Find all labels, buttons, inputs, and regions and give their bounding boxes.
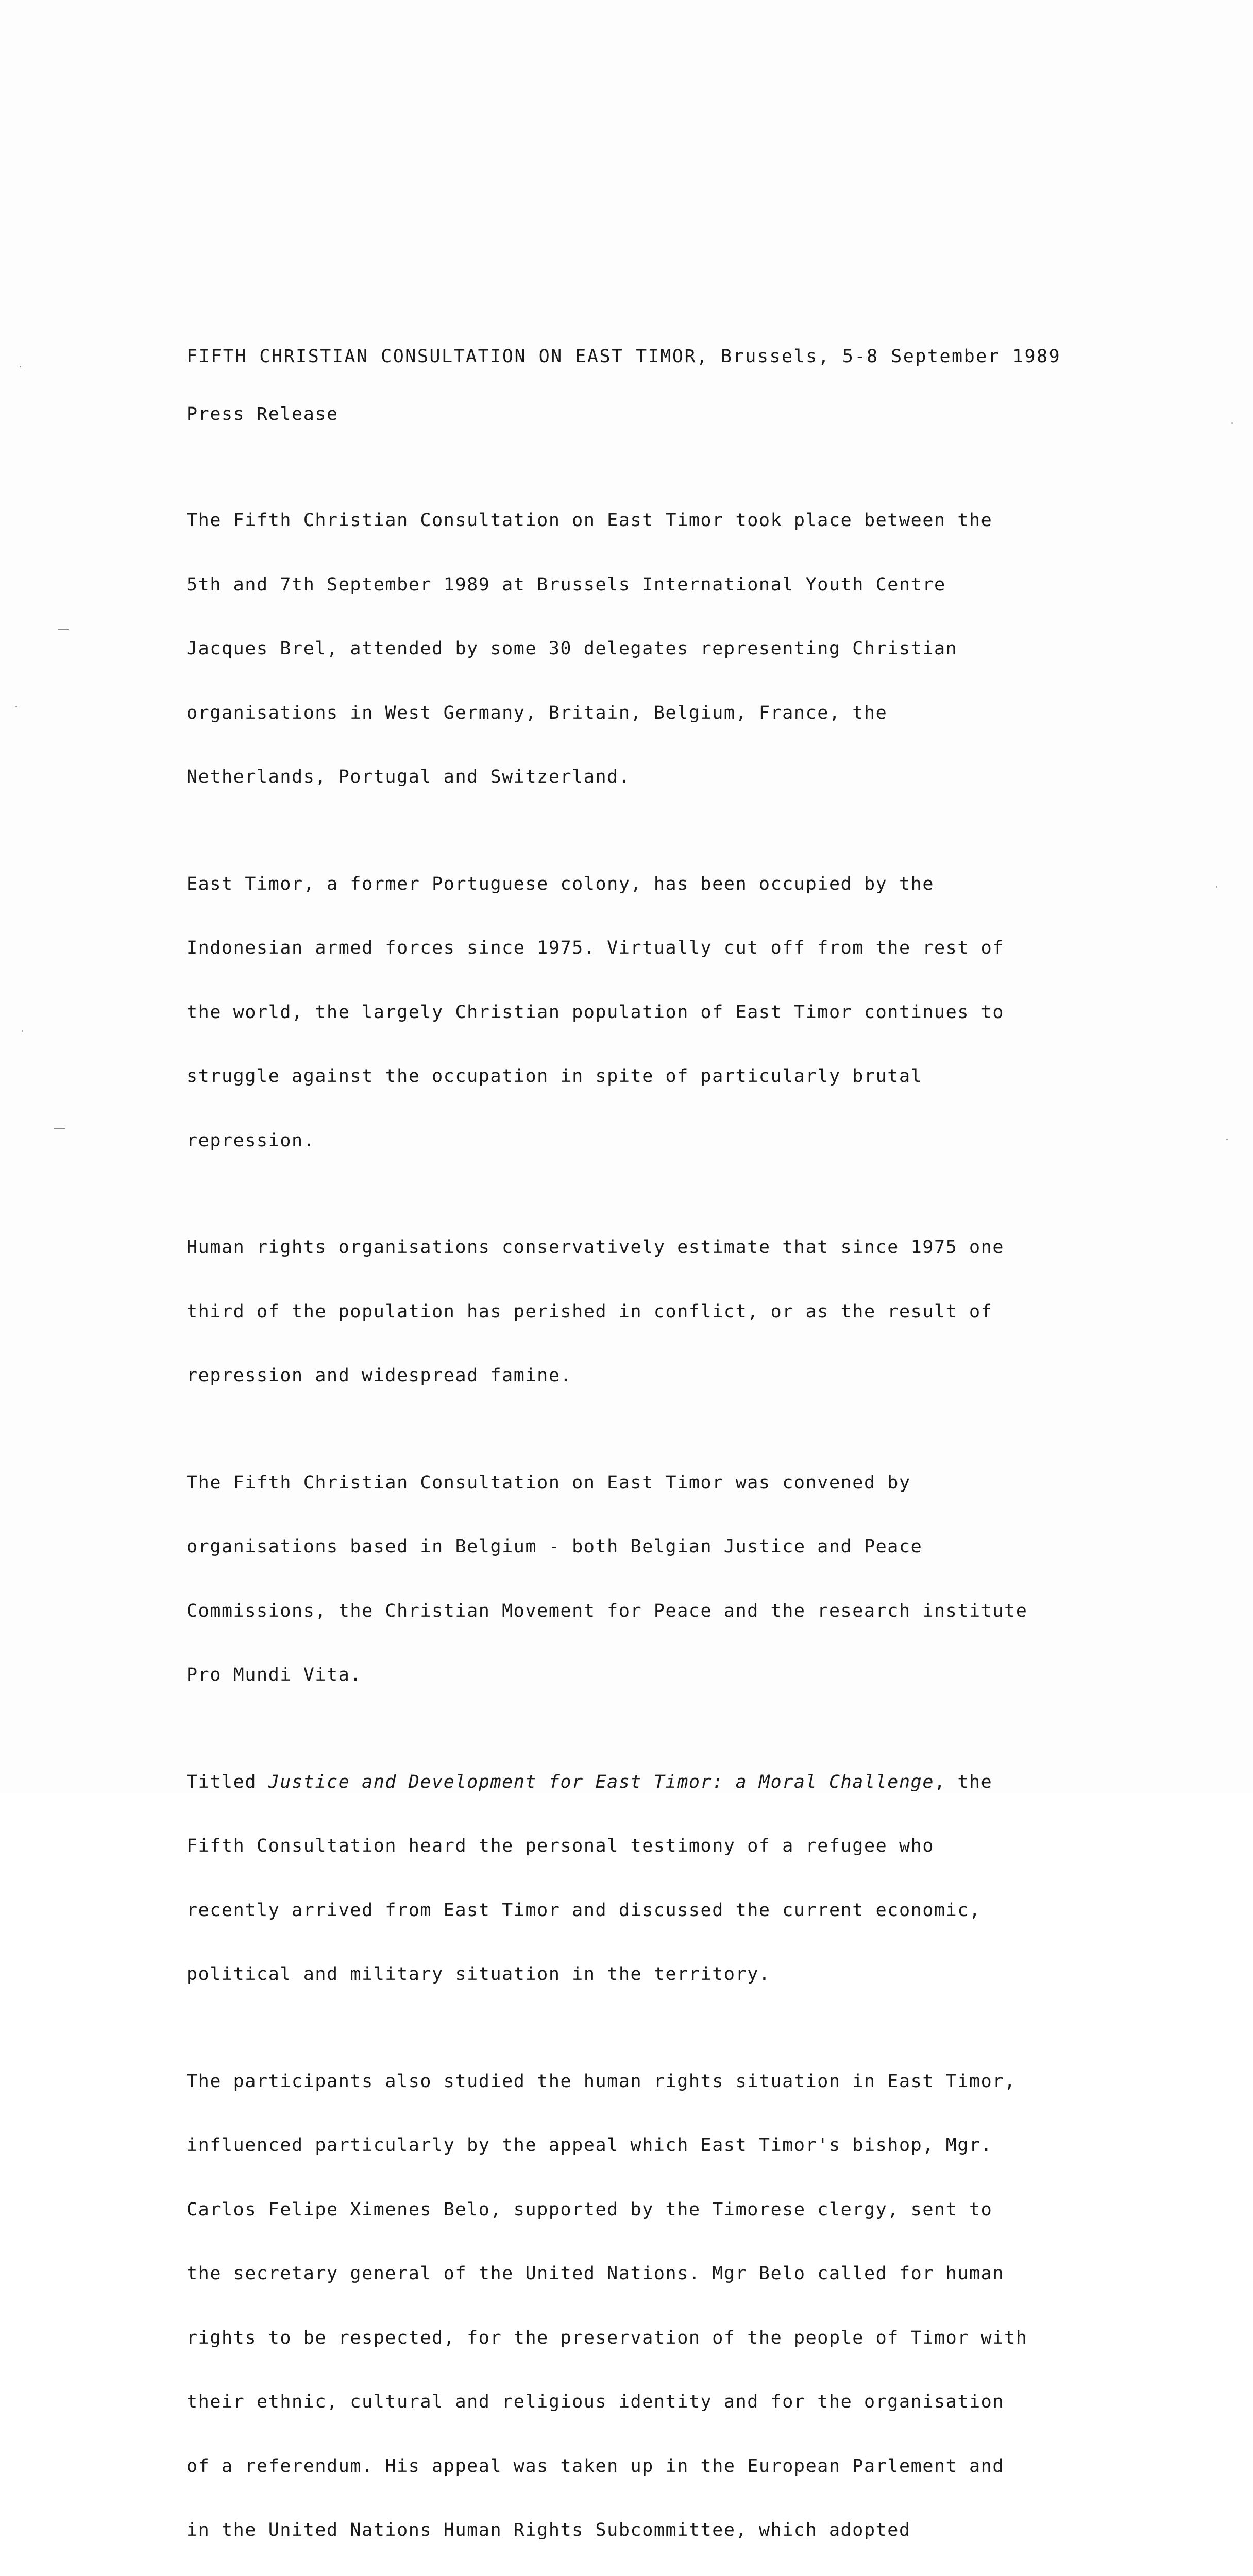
text-line: repression and widespread famine.: [187, 1365, 1165, 1387]
text-line: the secretary general of the United Nations. Mgr Belo called for human: [187, 2263, 1165, 2285]
scan-speck: [15, 706, 17, 707]
text-line: rights to be respected, for the preservation of the people of Timor with: [187, 2328, 1165, 2349]
text-line: Netherlands, Portugal and Switzerland.: [187, 767, 1165, 788]
scan-speck: [1226, 1139, 1228, 1140]
text-line: Human rights organisations conservatively estimate that since 1975 one: [187, 1237, 1165, 1259]
text-line: Commissions, the Christian Movement for Peace and the research institute: [187, 1601, 1165, 1622]
text-line: the world, the largely Christian population of East Timor continues to: [187, 1002, 1165, 1024]
text-line: The Fifth Christian Consultation on East Timor took place between the: [187, 510, 1165, 532]
text-line: East Timor, a former Portuguese colony, has been occupied by the: [187, 874, 1165, 895]
titled-prefix: Titled: [187, 1772, 268, 1792]
scan-speck: [20, 366, 21, 367]
paragraph-1: [187, 467, 1165, 831]
text-line: Pro Mundi Vita.: [187, 1665, 1165, 1686]
text-line: influenced particularly by the appeal which East Timor's bishop, Mgr.: [187, 2135, 1165, 2157]
text-line: third of the population has perished in conflict, or as the result of: [187, 1301, 1165, 1323]
report-title: Justice and Development for East Timor: a Moral Challenge: [268, 1772, 934, 1792]
text-line: Indonesian armed forces since 1975. Virtually cut off from the rest of: [187, 938, 1165, 959]
paragraph-6: [187, 2028, 1165, 2576]
text-line: organisations in West Germany, Britain, Belgium, France, the: [187, 703, 1165, 724]
text-line: Jacques Brel, attended by some 30 delegates representing Christian: [187, 638, 1165, 660]
text-line: of a referendum. His appeal was taken up in the European Parlement and: [187, 2456, 1165, 2478]
text-line: 5th and 7th September 1989 at Brussels International Youth Centre: [187, 574, 1165, 596]
text-line: The Fifth Christian Consultation on East Timor was convened by: [187, 1472, 1165, 1494]
text-line: Fifth Consultation heard the personal testimony of a refugee who: [187, 1836, 1165, 1857]
document-heading: FIFTH CHRISTIAN CONSULTATION ON EAST TIMOR, Brussels, 5-8 September 1989: [187, 346, 1165, 368]
text-line: repression.: [187, 1130, 1165, 1152]
paragraph-4: [187, 1430, 1165, 1729]
scan-mark: [54, 1128, 65, 1129]
paragraph-3: [187, 1194, 1165, 1430]
paragraph-2: [187, 831, 1165, 1195]
text-line: in the United Nations Human Rights Subcommittee, which adopted: [187, 2520, 1165, 2541]
scan-speck: [1231, 422, 1233, 424]
text-line-titled: [187, 1772, 1165, 1793]
text-line: organisations based in Belgium - both Belgian Justice and Peace: [187, 1536, 1165, 1558]
text-line: The participants also studied the human rights situation in East Timor,: [187, 2071, 1165, 2093]
text-line: their ethnic, cultural and religious identity and for the organisation: [187, 2392, 1165, 2413]
scan-speck: [1216, 886, 1217, 888]
text-line: Carlos Felipe Ximenes Belo, supported by the Timorese clergy, sent to: [187, 2199, 1165, 2221]
document-subheading: Press Release: [187, 404, 1165, 426]
text-line: political and military situation in the territory.: [187, 1964, 1165, 1986]
paragraph-5: [187, 1729, 1165, 2028]
text-line: recently arrived from East Timor and discussed the current economic,: [187, 1900, 1165, 1922]
text-line: struggle against the occupation in spite of particularly brutal: [187, 1066, 1165, 1088]
titled-suffix: , the: [934, 1772, 992, 1792]
document-body: [187, 346, 1165, 2576]
scan-mark: [58, 629, 69, 630]
scan-speck: [22, 1030, 23, 1032]
